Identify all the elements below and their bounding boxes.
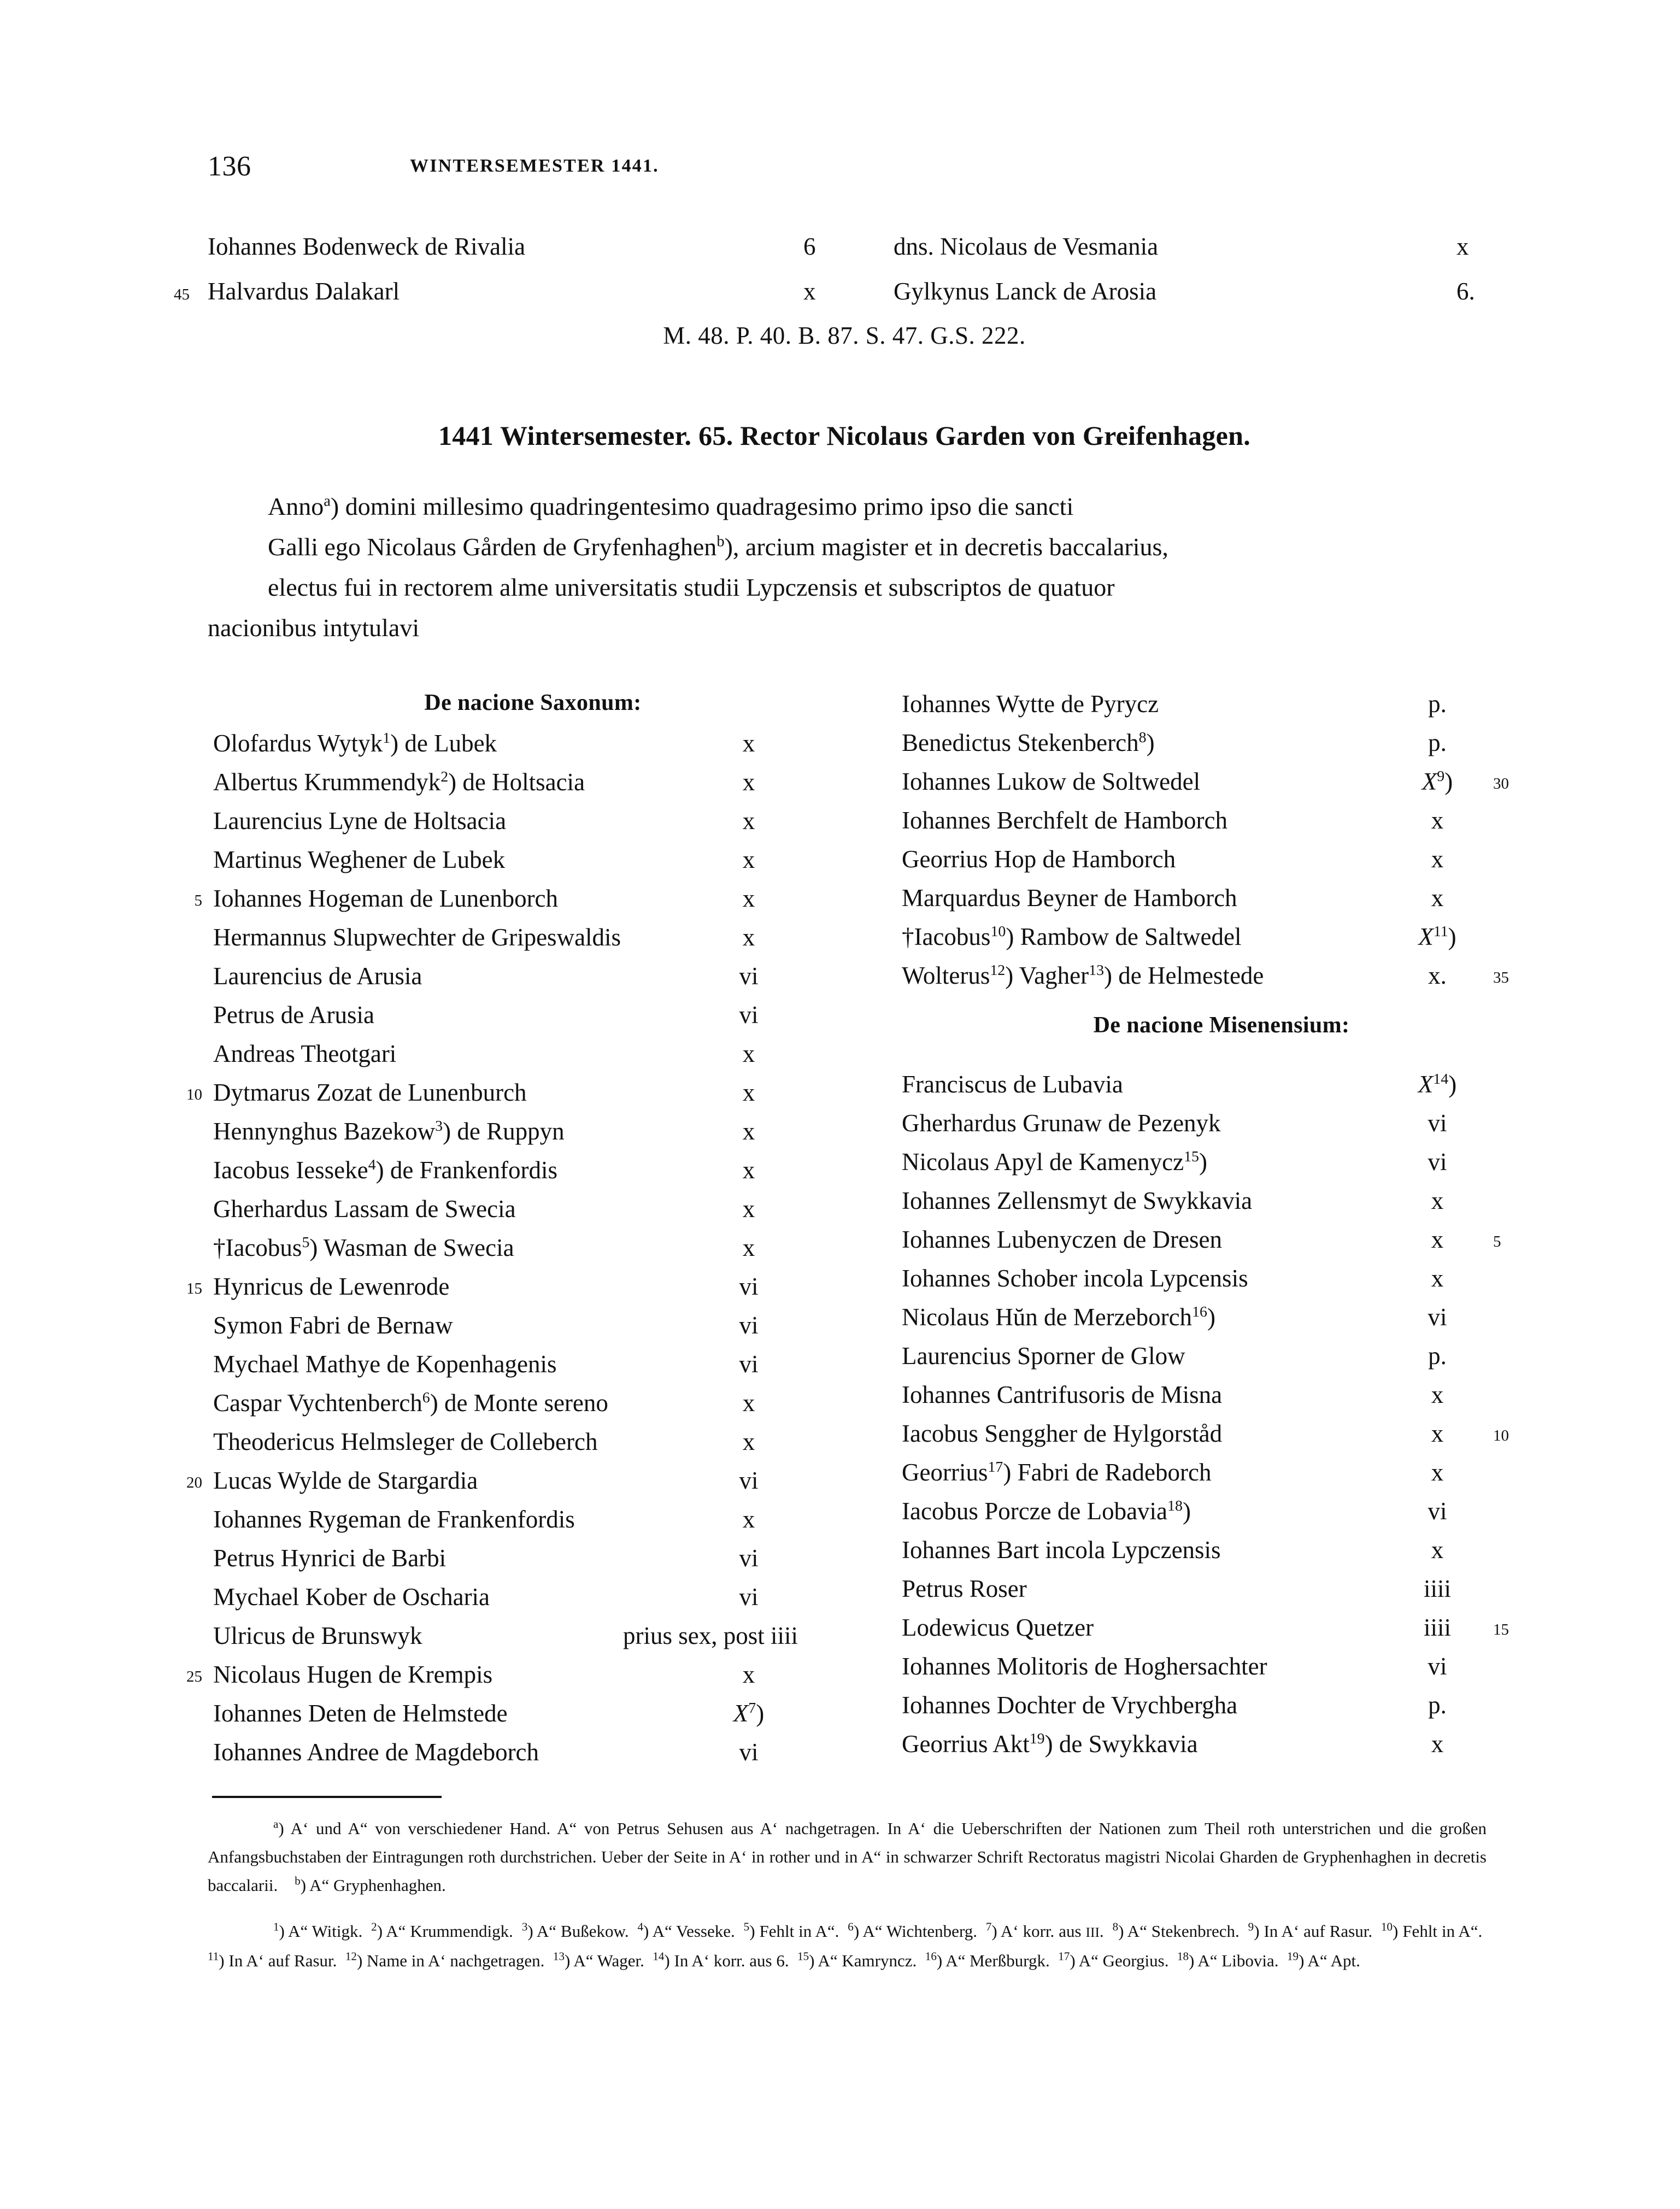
register-entry [208, 845, 853, 884]
entry-fee: iiii [1423, 1575, 1451, 1602]
entry-fee: vi [739, 1738, 759, 1766]
entry-name: Iohannes Hogeman de Lunenborch [213, 885, 559, 912]
register-entry [208, 923, 853, 962]
entry-name: Iohannes Rygeman de Frankenfordis [213, 1506, 575, 1533]
register-entry [208, 807, 853, 845]
register-entry [896, 1419, 1541, 1458]
register-entry [186, 1078, 853, 1117]
entry-fee: x [742, 1195, 755, 1223]
entry-fee: p. [1428, 690, 1447, 718]
entry-fee: x [742, 924, 755, 951]
entry-name: Nicolaus Apyl de Kamenycz$^{15}$) [902, 1148, 1207, 1176]
entry-name: Iohannes Deten de Helmstede [213, 1700, 508, 1727]
intro-paragraph [208, 486, 1481, 648]
entry-fee: x [742, 1040, 755, 1067]
carry-over-entries [174, 232, 1481, 322]
entry-name: dns. Nicolaus de Vesmania [894, 233, 1159, 260]
entry-name: Mychael Mathye de Kopenhagenis [213, 1350, 557, 1378]
entry-name: Mychael Kober de Oscharia [213, 1583, 490, 1611]
entry-name: Iohannes Bodenweck de Rivalia [208, 233, 526, 260]
entry-fee: X$^9$) [1421, 768, 1453, 795]
register-entry [896, 767, 1541, 806]
entry-name: Iohannes Lukow de Soltwedel [902, 768, 1201, 795]
entry-fee: X$^{14}$) [1418, 1071, 1457, 1098]
entry-name: Lodewicus Quetzer [902, 1614, 1094, 1641]
entry-name: Petrus Roser [902, 1575, 1027, 1602]
entry-name: Hennynghus Bazekow$^3$) de Ruppyn [213, 1118, 565, 1145]
entry-name: Benedictus Stekenberch$^8$) [902, 729, 1155, 756]
register-entry [208, 1350, 853, 1389]
register-entry [208, 1389, 853, 1427]
register-entry [208, 1583, 853, 1622]
entry-fee: p. [1428, 1342, 1447, 1370]
entry-name: Martinus Weghener de Lubek [213, 846, 506, 873]
register-entry [896, 1380, 1541, 1419]
register-column-left [186, 690, 853, 1777]
intro-line: Anno$^a$) domini millesimo quadringentesimo quadragesimo primo ipso die sancti [268, 492, 1074, 520]
register-entry [186, 1466, 853, 1505]
entry-fee: vi [739, 1001, 759, 1029]
entry-name: Dytmarus Zozat de Lunenburch [213, 1079, 527, 1106]
entry-name: Ulricus de Brunswyk [213, 1622, 422, 1649]
entry-name: Gherhardus Grunaw de Pezenyk [902, 1109, 1221, 1137]
register-entry [896, 1148, 1541, 1186]
entry-fee: vi [739, 1350, 759, 1378]
entry-fee: x [742, 768, 755, 796]
entry-fee: x [1431, 1730, 1444, 1758]
footnote-numbered: $^1$) A“ Witigk. $^2$) A“ Krummendigk. $^3$) A“ Bußekow. $^4$) A“ Vesseke. $^5$) Fehlt in A“. $^6$) A“ Wichtenberg. $^7$) A‘ korr. aus III. $^8$) A“ Stekenbrech. $^9$) In A‘ auf Rasur. $^{10}$) Fehlt in A“. $^{11}$) In A‘ auf Rasur. $^{12}$) Name in A‘ nachgetragen. $^{13}$) A“ Wager. $^{14}$) In A‘ korr. aus 6. $^{15}$) A“ Kamryncz. $^{16}$) A“ Merßburgk. $^{17}$) A“ Georgius. $^{18}$) A“ Libovia. $^{19}$) A“ Apt. [208, 1920, 1487, 1970]
register-entry [896, 1342, 1541, 1380]
entry-fee: vi [1428, 1497, 1447, 1525]
entry-name: Iohannes Cantrifusoris de Misna [902, 1381, 1223, 1408]
entry-fee: p. [1428, 729, 1447, 756]
register-entry [896, 1730, 1541, 1769]
intro-line: Galli ego Nicolaus Gården de Gryfenhaghen$^b$), arcium magister et in decretis baccalarius, [268, 533, 1168, 561]
register-entry [194, 884, 853, 923]
entry-fee: vi [1428, 1303, 1447, 1331]
entry-fee: vi [739, 1583, 759, 1611]
entry-fee: x [1431, 1187, 1444, 1214]
line-number: 10 [1493, 1427, 1509, 1444]
carry-over-row [208, 232, 1481, 277]
register-entry [186, 1272, 853, 1311]
register-entry [896, 1574, 1541, 1613]
nation-heading-saxonum: De nacione Saxonum: [424, 690, 642, 715]
register-entry [208, 1156, 853, 1195]
entry-name: Olofardus Wytyk$^1$) de Lubek [213, 730, 497, 757]
register-entry [896, 923, 1541, 961]
entry-fee: vi [739, 1544, 759, 1572]
entry-name: Petrus de Arusia [213, 1001, 374, 1029]
register-entry [896, 845, 1541, 884]
register-entry [208, 1699, 853, 1738]
entry-name: Gylkynus Lanck de Arosia [894, 278, 1157, 305]
line-number: 25 [186, 1668, 202, 1685]
entry-fee: x [1456, 233, 1469, 260]
entry-fee: p. [1428, 1691, 1447, 1719]
entry-fee: vi [739, 1467, 759, 1494]
register-entry [896, 961, 1541, 1000]
register-entry [896, 1613, 1541, 1652]
line-number: 30 [1493, 775, 1509, 792]
entry-fee: x [1431, 845, 1444, 873]
entry-fee: vi [1428, 1148, 1447, 1176]
entry-fee: vi [739, 962, 759, 990]
entry-name: Nicolaus Hugen de Krempis [213, 1661, 493, 1688]
entry-name: Georrius$^{17}$) Fabri de Radeborch [902, 1459, 1212, 1486]
register-entry [896, 1691, 1541, 1730]
register-entry [208, 1427, 853, 1466]
register-entry [208, 1622, 853, 1660]
entry-name: Halvardus Dalakarl [208, 278, 400, 305]
register-entry [208, 1544, 853, 1583]
entry-name: Iacobus Senggher de Hylgorståd [902, 1420, 1223, 1447]
entry-fee: x [742, 807, 755, 835]
register-column-right [896, 690, 1541, 1769]
line-number: 5 [1493, 1233, 1501, 1250]
register-entry [896, 1109, 1541, 1148]
register-entry [208, 1738, 853, 1777]
entry-fee: x [1431, 1381, 1444, 1408]
entry-fee: x [1431, 884, 1444, 912]
entry-name: Laurencius Sporner de Glow [902, 1342, 1185, 1370]
running-head-title: WINTERSEMESTER 1441. [410, 156, 659, 176]
entry-fee: x [1431, 1536, 1444, 1564]
entry-name: Symon Fabri de Bernaw [213, 1312, 453, 1339]
entry-name: Andreas Theotgari [213, 1040, 397, 1067]
entry-name: Iohannes Schober incola Lypcensis [902, 1265, 1248, 1292]
entry-fee: X$^{11}$) [1418, 923, 1456, 950]
register-entry [896, 728, 1541, 767]
entry-name: Gherhardus Lassam de Swecia [213, 1195, 516, 1223]
entry-name: Franciscus de Lubavia [902, 1071, 1123, 1098]
entry-fee: x [742, 1079, 755, 1106]
entry-name: Iohannes Zellensmyt de Swykkavia [902, 1187, 1253, 1214]
register-entry [896, 1303, 1541, 1342]
register-entry [186, 1660, 853, 1699]
register-entry [896, 1497, 1541, 1536]
entry-fee: x. [1428, 962, 1447, 989]
register-entry [896, 1264, 1541, 1303]
entry-name: Caspar Vychtenberch$^6$) de Monte sereno [213, 1389, 608, 1417]
register-entry [208, 962, 853, 1001]
entry-fee: x [1431, 807, 1444, 834]
entry-name: Iohannes Wytte de Pyrycz [902, 690, 1159, 718]
entry-name: †Iacobus$^5$) Wasman de Swecia [213, 1234, 514, 1261]
entry-fee: x [742, 1506, 755, 1533]
intro-line: electus fui in rectorem alme universitatis studii Lypczensis et subscriptos de quatuor [268, 573, 1115, 601]
entry-fee: x [742, 1389, 755, 1417]
entry-name: Marquardus Beyner de Hamborch [902, 884, 1237, 912]
entry-name: Albertus Krummendyk$^2$) de Holtsacia [213, 768, 585, 796]
line-number: 15 [1493, 1621, 1509, 1638]
entry-fee: 6 [803, 233, 816, 260]
line-number: 15 [186, 1280, 202, 1297]
entry-fee: x [1431, 1420, 1444, 1447]
entry-fee: iiii [1423, 1614, 1451, 1641]
register-entry [208, 1233, 853, 1272]
entry-fee: x [742, 885, 755, 912]
register-entry [896, 1225, 1541, 1264]
entry-name: Wolterus$^{12}$) Vagher$^{13}$) de Helmestede [902, 962, 1264, 989]
entry-fee: vi [1428, 1109, 1447, 1137]
entry-name: Laurencius de Arusia [213, 962, 422, 990]
column-spacer [896, 1051, 1541, 1070]
register-entry [208, 768, 853, 807]
section-title: 1441 Wintersemester. 65. Rector Nicolaus Garden von Greifenhagen. [438, 420, 1251, 451]
entry-name: Iacobus Iesseke$^4$) de Frankenfordis [213, 1156, 557, 1184]
entry-fee: x [742, 1234, 755, 1261]
register-entry [208, 1195, 853, 1233]
entry-name: Iacobus Porcze de Lobavia$^{18}$) [902, 1497, 1191, 1525]
register-entry [208, 729, 853, 768]
line-number: 45 [174, 286, 190, 303]
register-entry [208, 1117, 853, 1156]
entry-name: Iohannes Dochter de Vrychbergha [902, 1691, 1238, 1719]
register-entry [208, 1311, 853, 1350]
entry-fee: x [742, 1118, 755, 1145]
entry-fee: vi [739, 1312, 759, 1339]
footnote-separator-rule [212, 1796, 442, 1798]
register-entry [896, 806, 1541, 845]
register-entry [896, 1652, 1541, 1691]
intro-line: nacionibus intytulavi [208, 614, 420, 642]
footnote-apparatus [208, 1814, 1487, 1975]
entry-fee: X$^7$) [733, 1700, 765, 1727]
entry-fee: x [742, 846, 755, 873]
register-entry [896, 1186, 1541, 1225]
entry-name: Hynricus de Lewenrode [213, 1273, 450, 1300]
register-entry [208, 1505, 853, 1544]
entry-name: Lucas Wylde de Stargardia [213, 1467, 478, 1494]
entry-fee: x [742, 1428, 755, 1455]
entry-fee: x [1431, 1459, 1444, 1486]
entry-name: Iohannes Bart incola Lypczensis [902, 1536, 1221, 1564]
entry-name: Laurencius Lyne de Holtsacia [213, 807, 507, 835]
entry-name: Georrius Hop de Hamborch [902, 845, 1176, 873]
nation-heading-misenensium: De nacione Misenensium: [1093, 1013, 1350, 1038]
entry-name: Hermannus Slupwechter de Gripeswaldis [213, 924, 621, 951]
running-head [208, 150, 1481, 183]
register-entry [896, 884, 1541, 923]
folio-number: 136 [208, 151, 251, 182]
entry-name: †Iacobus$^{10}$) Rambow de Saltwedel [902, 923, 1242, 950]
entry-fee: vi [1428, 1653, 1447, 1680]
entry-fee: x [742, 1156, 755, 1184]
entry-fee: vi [739, 1273, 759, 1300]
entry-name: Iohannes Berchfelt de Hamborch [902, 807, 1228, 834]
register-entry [208, 1001, 853, 1039]
entry-fee: x [1431, 1226, 1444, 1253]
entry-fee: x [742, 730, 755, 757]
carry-over-row [174, 277, 1481, 322]
entry-name: Petrus Hynrici de Barbi [213, 1544, 447, 1572]
entry-name: Nicolaus Hŭn de Merzeborch$^{16}$) [902, 1303, 1215, 1331]
entry-fee: prius sex, post iiii [622, 1622, 798, 1649]
entry-fee: 6. [1456, 278, 1475, 305]
register-entry [208, 1039, 853, 1078]
entry-fee: x [1431, 1265, 1444, 1292]
entry-name: Georrius Akt$^{19}$) de Swykkavia [902, 1730, 1198, 1758]
line-number: 35 [1493, 969, 1509, 986]
line-number: 5 [194, 892, 202, 909]
entry-fee: x [803, 278, 816, 305]
register-entry [896, 1070, 1541, 1109]
line-number: 10 [186, 1086, 202, 1103]
entry-name: Iohannes Andree de Magdeborch [213, 1738, 539, 1766]
line-number: 20 [186, 1474, 202, 1491]
register-entry [896, 1458, 1541, 1497]
entry-fee: x [742, 1661, 755, 1688]
faculty-summary-line: M. 48. P. 40. B. 87. S. 47. G.S. 222. [663, 322, 1026, 349]
entry-name: Iohannes Molitoris de Hoghersachter [902, 1653, 1267, 1680]
entry-name: Iohannes Lubenyczen de Dresen [902, 1226, 1222, 1253]
footnote-lettered: $^a$) A‘ und A“ von verschiedener Hand. A“ von Petrus Sehusen aus A‘ nachgetragen. In A‘ die Ueberschriften der Nationen zum Theil roth unterstrichen und die großen Anfangsbuchstaben der Eintragungen roth durchstrichen. Ueber der Seite in A‘ in rother und in A“ in schwarzer Schrift Rectoratus magistri Nicolai Gharden de Gryphenhaghen in decretis baccalarii. $^b$) A“ Gryphenhaghen. [208, 1817, 1487, 1895]
entry-name: Theodericus Helmsleger de Colleberch [213, 1428, 598, 1455]
register-entry [896, 690, 1541, 728]
register-entry [896, 1536, 1541, 1574]
